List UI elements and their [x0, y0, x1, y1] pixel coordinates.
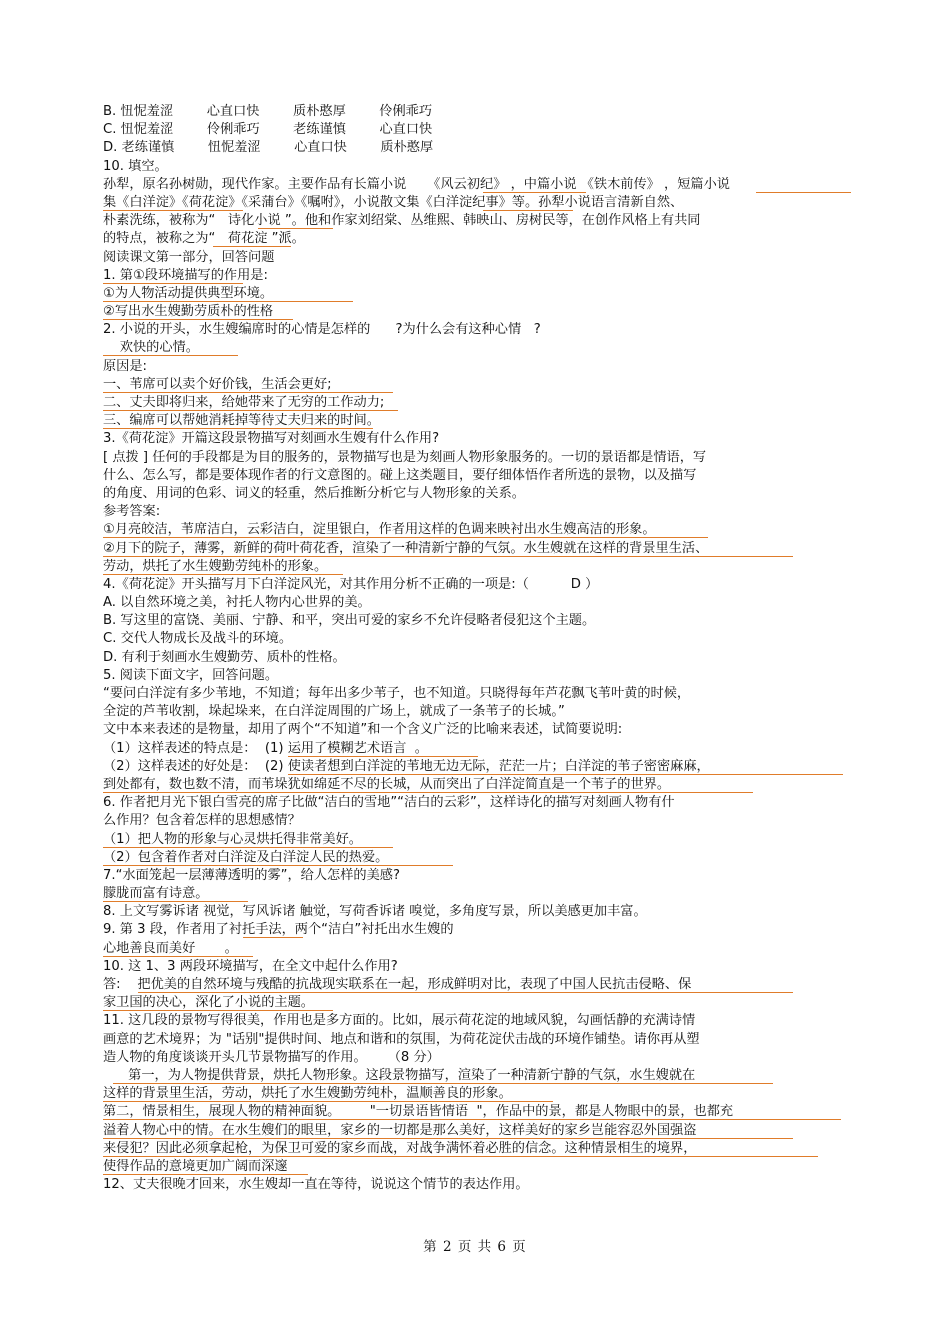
answer-underline	[213, 246, 291, 247]
answer-underline	[103, 537, 708, 538]
answer-underline	[103, 901, 248, 902]
text-line	[103, 558, 848, 576]
answer-underline	[483, 192, 586, 193]
text-line	[103, 867, 848, 885]
line-text: 10. 这 1、3 两段环境描写，在全文中起什么作用?	[103, 958, 398, 974]
line-text: ②写出水生嫂勤劳质朴的性格	[103, 304, 274, 320]
line-text: 4.《荷花淀》开头描写月下白洋淀风光，对其作用分析不正确的一项是:（ D ）	[103, 576, 599, 592]
answer-underline	[103, 1138, 793, 1139]
text-line	[103, 394, 848, 412]
text-line	[103, 740, 848, 758]
answer-underline	[103, 556, 793, 557]
line-text: 朴素洗练，被称为“ 诗化小说 ”。他和作家刘绍棠、丛维熙、韩映山、房树民等，在创作风格上有共同	[103, 213, 701, 229]
line-text: ②月下的院子，薄雾，新鲜的荷叶荷花香，渲染了一种清新宁静的气氛。水生嫂就在这样的背景里生活、	[103, 540, 709, 556]
answer-underline	[288, 774, 843, 775]
text-line	[103, 685, 848, 703]
text-line	[103, 794, 848, 812]
answer-underline	[103, 301, 353, 302]
text-line	[103, 576, 848, 594]
page-footer: 第 2 页 共 6 页	[423, 1239, 527, 1255]
line-text: 溢着人物心中的情。在水生嫂们的眼里，家乡的一切都是那么美好，这样美好的家乡岂能容忍外国强盗	[103, 1122, 697, 1138]
line-text: A. 以自然环境之美，衬托人物内心世界的美。	[103, 595, 371, 611]
line-text: 的特点，被称之为“ 荷花淀 ”派。	[103, 231, 305, 247]
text-line	[103, 612, 848, 630]
line-text: 5. 阅读下面文字，回答问题。	[103, 667, 279, 683]
text-line	[103, 649, 848, 667]
text-line	[103, 1049, 848, 1067]
text-line	[103, 194, 848, 212]
answer-underline	[756, 192, 851, 193]
text-line	[103, 958, 848, 976]
line-text: D. 有利于刻画水生嫂勤劳、质朴的性格。	[103, 649, 346, 665]
answer-underline	[288, 756, 478, 757]
text-line	[103, 467, 848, 485]
text-line	[103, 976, 848, 994]
line-text: “要问白洋淀有多少苇地，不知道；每年出多少苇子，也不知道。只晓得每年芦花飘飞苇叶黄的时候，	[103, 686, 691, 701]
line-text: （1）这样表述的特点是： (1) 运用了模糊艺术语言 。	[103, 740, 428, 756]
line-text: [ 点拨 ] 任何的手段都是为目的服务的，景物描写也是为刻画人物形象服务的。一切的景语都是情语，写	[103, 449, 707, 465]
line-text: 11. 这几段的景物写得很美，作用也是多方面的。比如，展示荷花淀的地域风貌，勾画恬静的充满诗情	[103, 1013, 696, 1029]
text-line	[103, 994, 848, 1012]
text-line	[103, 540, 848, 558]
line-text: 心地善良而美好 。	[103, 940, 238, 956]
line-text: 第一，为人物提供背景，烘托人物形象。这段景物描写，渲染了一种清新宁静的气氛，水生嫂就在	[103, 1067, 696, 1083]
text-line	[103, 339, 848, 357]
answer-underline	[103, 865, 453, 866]
line-text: 1. 第①段环境描写的作用是:	[103, 267, 268, 283]
text-line	[103, 758, 848, 776]
text-line	[103, 1067, 848, 1085]
line-text: 集《白洋淀》《荷花淀》《采蒲台》《嘱咐》，小说散文集《白洋淀纪事》等。孙犁小说语言清新自然、	[103, 194, 684, 210]
document-body	[103, 103, 848, 1194]
line-text: ①月亮皎洁，苇席洁白，云彩洁白，淀里银白，作者用这样的色调来映衬出水生嫂高洁的形象。	[103, 522, 656, 538]
line-text: 6. 作者把月光下银白雪亮的席子比做“洁白的雪地”“洁白的云彩”，这样诗化的描写对刻画人物有什	[103, 795, 675, 811]
text-line	[103, 321, 848, 339]
text-line	[103, 230, 848, 248]
answer-underline	[103, 1101, 553, 1102]
answer-underline	[103, 956, 253, 957]
text-line	[103, 1122, 848, 1140]
answer-underline	[103, 1174, 308, 1175]
answer-underline	[103, 319, 293, 320]
text-line	[103, 358, 848, 376]
line-text: C. 交代人物成长及战斗的环境。	[103, 631, 293, 647]
answer-underline	[103, 410, 398, 411]
text-line	[103, 903, 848, 921]
line-text: 一、苇席可以卖个好价钱，生活会更好;	[103, 376, 332, 392]
text-line	[103, 249, 848, 267]
text-line	[103, 1085, 848, 1103]
answer-underline	[103, 428, 373, 429]
text-line	[103, 412, 848, 430]
answer-underline	[103, 355, 238, 356]
text-line	[103, 921, 848, 939]
text-line	[103, 285, 848, 303]
line-text: 劳动，烘托了水生嫂勤劳纯朴的形象。	[103, 558, 328, 574]
line-text: 阅读课文第一部分，回答问题	[103, 249, 275, 265]
line-text: C. 忸怩羞涩 伶俐乖巧 老练谨慎 心直口快	[103, 122, 433, 138]
text-line	[103, 430, 848, 448]
text-line	[103, 158, 848, 176]
text-line	[103, 721, 848, 739]
line-text: （1）把人物的形象与心灵烘托得非常美好。	[103, 831, 362, 847]
text-line	[103, 521, 848, 539]
answer-underline	[103, 1156, 818, 1157]
answer-underline	[103, 392, 393, 393]
line-text: 到处都有，数也数不清，而苇垛犹如绵延不尽的长城，从而突出了白洋淀简直是一个苇子的世界。	[103, 776, 671, 792]
line-text: （2）包含着作者对白洋淀及白洋淀人民的热爱。	[103, 849, 389, 865]
text-line	[103, 849, 848, 867]
line-text: D. 老练谨慎 忸怩羞涩 心直口快 质朴憨厚	[103, 140, 434, 156]
text-line	[103, 812, 848, 830]
line-text: 来侵犯？因此必须拿起枪，为保卫可爱的家乡而战，对战争满怀着必胜的信念。这种情景相生的境界，	[103, 1140, 697, 1156]
answer-underline	[138, 992, 793, 993]
text-line	[103, 776, 848, 794]
text-line	[103, 1031, 848, 1049]
answer-underline	[243, 937, 303, 938]
line-text: 答: 把优美的自然环境与残酷的抗战现实联系在一起，形成鲜明对比，表现了中国人民抗击侵略、保	[103, 977, 692, 992]
answer-underline	[103, 792, 753, 793]
line-text: 使得作品的意境更加广阔而深邃	[103, 1158, 288, 1174]
text-line	[103, 630, 848, 648]
line-text: 全淀的芦苇收割，垛起垛来，在白洋淀周围的广场上，就成了一条苇子的长城。”	[103, 704, 565, 720]
line-text: 家卫国的决心，深化了小说的主题。	[103, 995, 314, 1011]
text-line	[103, 212, 848, 230]
line-text: 什么、怎么写，都是要体现作者的行文意图的。碰上这类题目，要仔细体悟作者所选的景物，以及描写	[103, 467, 697, 483]
line-text: （2）这样表述的好处是： (2) 使读者想到白洋淀的苇地无边无际，茫茫一片；白洋淀的苇子密密麻麻，	[103, 758, 710, 774]
text-line	[103, 449, 848, 467]
line-text: 这样的背景里生活，劳动，烘托了水生嫂勤劳纯朴，温顺善良的形象。	[103, 1086, 512, 1102]
answer-underline	[483, 210, 573, 211]
line-text: B. 忸怩羞涩 心直口快 质朴憨厚 伶俐乖巧	[103, 104, 433, 119]
line-text: 欢快的心情。	[103, 340, 199, 356]
line-text: B. 写这里的富饶、美丽、宁静、和平，突出可爱的家乡不允许侵略者侵犯这个主题。	[103, 613, 596, 629]
text-line	[103, 703, 848, 721]
text-line	[103, 267, 848, 285]
text-line	[103, 1140, 848, 1158]
answer-underline	[103, 574, 343, 575]
line-text: 画意的艺术境界；为 "话别"提供时间、地点和谐和的氛围，为荷花淀伏击战的环境作铺垫。请你再从塑	[103, 1031, 700, 1047]
text-line	[103, 667, 848, 685]
line-text: 3.《荷花淀》开篇这段景物描写对刻画水生嫂有什么作用?	[103, 431, 440, 447]
text-line	[103, 121, 848, 139]
line-text: 文中本来表述的是物量，却用了两个“不知道”和一个含义广泛的比喻来表述，试简要说明:	[103, 722, 623, 738]
line-text: 原因是:	[103, 358, 148, 374]
text-line	[103, 1012, 848, 1030]
text-line	[103, 1176, 848, 1194]
line-text: 么作用？包含着怎样的思想感情？	[103, 813, 301, 829]
answer-underline	[103, 1010, 333, 1011]
text-line	[103, 485, 848, 503]
text-line	[103, 503, 848, 521]
line-text: 朦胧而富有诗意。	[103, 886, 209, 902]
text-line	[103, 1103, 848, 1121]
line-text: 8. 上文写雾诉诸 视觉，写风诉诸 触觉，写荷香诉诸 嗅觉，多角度写景，所以美感更加丰富。	[103, 904, 647, 920]
line-text: 二、丈夫即将归来，给她带来了无穷的工作动力;	[103, 395, 385, 410]
line-text: 孙犁，原名孙树勋，现代作家。主要作品有长篇小说 《风云初纪》 ，中篇小说 《铁木前传》 ，短篇小说	[103, 176, 730, 192]
line-text: 第二，情景相生，展现人物的精神面貌。 "一切景语皆情语 "，作品中的景，都是人物眼中的景，也都充	[103, 1104, 734, 1120]
line-text: 造人物的角度谈谈开头几节景物描写的作用。 （8 分）	[103, 1049, 440, 1065]
line-text: 三、编席可以帮她消耗掉等待丈夫归来的时间。	[103, 413, 380, 429]
answer-underline	[258, 228, 333, 229]
text-line	[103, 885, 848, 903]
text-line	[103, 594, 848, 612]
line-text: 10. 填空。	[103, 158, 168, 174]
text-line	[103, 831, 848, 849]
text-line	[103, 103, 848, 121]
text-line	[103, 1158, 848, 1176]
text-line	[103, 303, 848, 321]
line-text: 12、丈夫很晚才回来，水生嫂却一直在等待，说说这个情节的表达作用。	[103, 1177, 529, 1193]
answer-underline	[103, 847, 393, 848]
answer-underline	[103, 1119, 841, 1120]
text-line	[103, 376, 848, 394]
text-line	[103, 176, 848, 194]
answer-underline	[113, 1083, 773, 1084]
line-text: 9. 第 3 段，作者用了衬托手法，两个“洁白”衬托出水生嫂的	[103, 922, 454, 938]
line-text: 的角度、用词的色彩、词义的轻重，然后推断分析它与人物形象的关系。	[103, 485, 525, 501]
answer-underline	[103, 210, 243, 211]
line-text: 参考答案:	[103, 504, 161, 520]
text-line	[103, 139, 848, 157]
line-text: ①为人物活动提供典型环境。	[103, 285, 274, 301]
line-text: 2. 小说的开头，水生嫂编席时的心情是怎样的 ?为什么会有这种心情 ?	[103, 322, 541, 338]
answer-underline	[103, 283, 243, 284]
line-text: 7.“水面笼起一层薄薄透明的雾”，给人怎样的美感?	[103, 867, 400, 883]
text-line	[103, 940, 848, 958]
